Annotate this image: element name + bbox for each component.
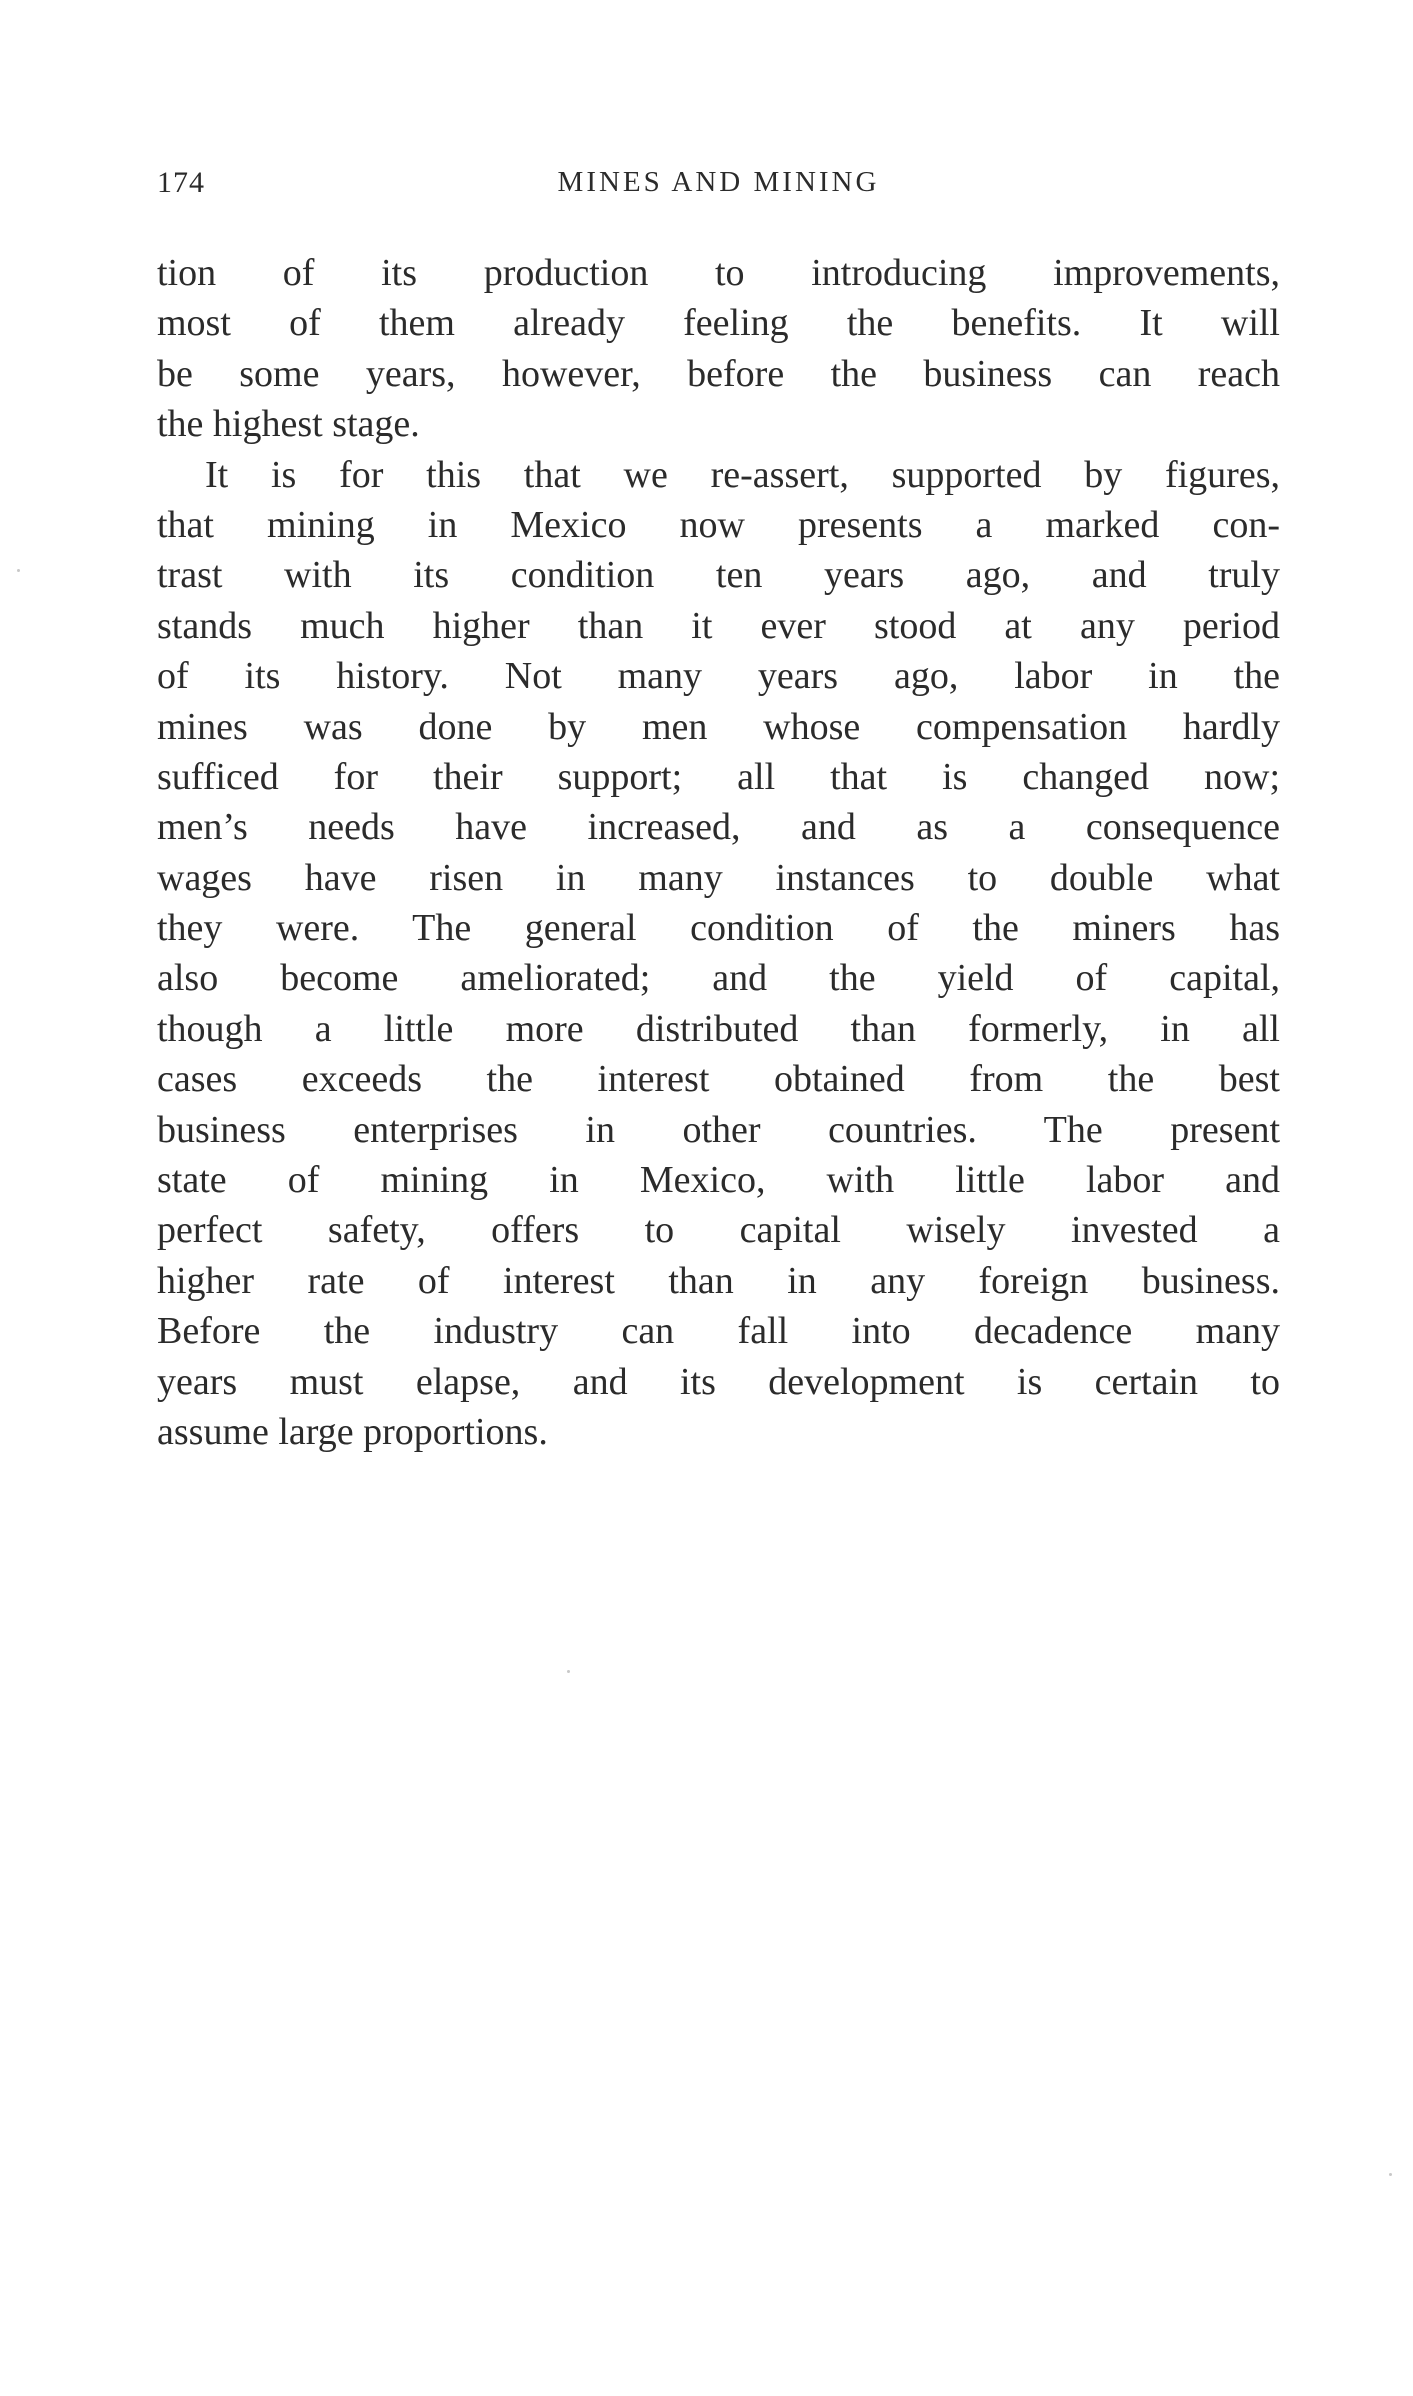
text-line: wages have risen in many instances to double what <box>157 856 1280 899</box>
page-number: 174 <box>157 166 205 199</box>
text-line: cases exceeds the interest obtained from the best <box>157 1058 1280 1101</box>
paragraph-2 <box>157 450 1280 1458</box>
text-line: that mining in Mexico now presents a marked con- <box>157 503 1280 546</box>
text-line: also become ameliorated; and the yield of capital, <box>157 957 1280 1000</box>
text-line: state of mining in Mexico, with little labor and <box>157 1159 1280 1202</box>
text-line: business enterprises in other countries. The present <box>157 1108 1280 1151</box>
text-line: though a little more distributed than formerly, in all <box>157 1007 1280 1050</box>
body-text <box>157 248 1280 1457</box>
text-line: perfect safety, offers to capital wisely invested a <box>157 1209 1280 1252</box>
text-line: stands much higher than it ever stood at any period <box>157 604 1280 647</box>
running-title: MINES AND MINING <box>557 166 880 198</box>
text-line: It is for this that we re-assert, supported by figures, <box>205 453 1280 496</box>
paragraph-1 <box>157 248 1280 450</box>
paper-speck <box>567 1670 570 1673</box>
running-head <box>157 166 1280 206</box>
text-line: higher rate of interest than in any foreign business. <box>157 1259 1280 1302</box>
text-line: assume large proportions. <box>157 1410 548 1453</box>
text-line: of its history. Not many years ago, labor in the <box>157 655 1280 698</box>
text-line: mines was done by men whose compensation hardly <box>157 705 1280 748</box>
paper-speck <box>1389 2173 1392 2176</box>
text-line: be some years, however, before the business can reach <box>157 352 1280 395</box>
paper-speck <box>17 569 20 572</box>
text-line: sufficed for their support; all that is changed now; <box>157 755 1280 798</box>
text-line: trast with its condition ten years ago, and truly <box>157 554 1280 597</box>
text-line: men’s needs have increased, and as a consequence <box>157 806 1280 849</box>
text-line: most of them already feeling the benefits. It will <box>157 302 1280 345</box>
text-line: tion of its production to introducing improvements, <box>157 252 1280 294</box>
text-line: Before the industry can fall into decadence many <box>157 1310 1280 1353</box>
text-line: the highest stage. <box>157 403 420 446</box>
text-line: years must elapse, and its development is certain to <box>157 1360 1280 1403</box>
text-line: they were. The general condition of the miners has <box>157 907 1280 950</box>
